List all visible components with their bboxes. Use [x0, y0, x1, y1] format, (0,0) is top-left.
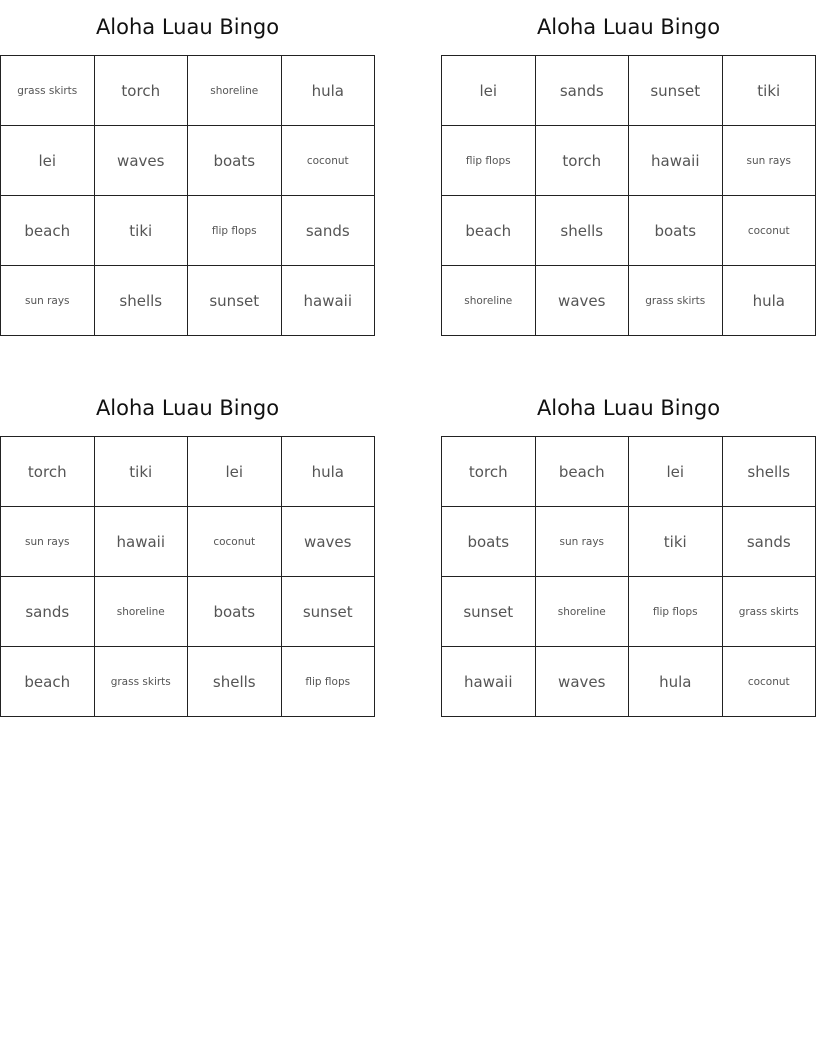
bingo-cell: sun rays [1, 266, 95, 336]
bingo-grid [0, 436, 375, 717]
bingo-cell: waves [536, 266, 630, 336]
bingo-cell: boats [188, 126, 282, 196]
bingo-cell: tiki [95, 196, 189, 266]
bingo-cell: waves [282, 507, 376, 577]
bingo-cell: shoreline [95, 577, 189, 647]
bingo-cell: shells [188, 647, 282, 717]
bingo-cell: waves [536, 647, 630, 717]
bingo-cell: flip flops [188, 196, 282, 266]
bingo-cell: beach [1, 196, 95, 266]
bingo-cell: grass skirts [629, 266, 723, 336]
bingo-cell: sun rays [536, 507, 630, 577]
bingo-cell: shoreline [536, 577, 630, 647]
bingo-card-2 [441, 0, 816, 336]
bingo-cell: torch [95, 56, 189, 126]
bingo-cell: shoreline [188, 56, 282, 126]
bingo-cell: sunset [629, 56, 723, 126]
bingo-cell: hawaii [95, 507, 189, 577]
bingo-cell: grass skirts [95, 647, 189, 717]
bingo-grid [441, 55, 816, 336]
bingo-cell: sun rays [1, 507, 95, 577]
bingo-cell: sunset [442, 577, 536, 647]
bingo-cell: hawaii [282, 266, 376, 336]
bingo-grid [441, 436, 816, 717]
bingo-cell: shells [536, 196, 630, 266]
card-title: Aloha Luau Bingo [536, 15, 721, 39]
bingo-cell: sands [1, 577, 95, 647]
bingo-cell: sands [723, 507, 816, 577]
bingo-cell: shoreline [442, 266, 536, 336]
bingo-card-4 [441, 381, 816, 717]
card-title: Aloha Luau Bingo [95, 15, 280, 39]
bingo-cell: coconut [723, 196, 816, 266]
bingo-cell: lei [188, 437, 282, 507]
bingo-cell: flip flops [282, 647, 376, 717]
bingo-cell: boats [629, 196, 723, 266]
bingo-cell: flip flops [442, 126, 536, 196]
bingo-cell: sun rays [723, 126, 816, 196]
bingo-cell: coconut [723, 647, 816, 717]
card-title: Aloha Luau Bingo [95, 396, 280, 420]
bingo-cell: shells [723, 437, 816, 507]
bingo-cell: tiki [723, 56, 816, 126]
bingo-card-1 [0, 0, 375, 336]
bingo-cell: lei [629, 437, 723, 507]
bingo-cell: hawaii [629, 126, 723, 196]
bingo-cell: waves [95, 126, 189, 196]
card-title: Aloha Luau Bingo [536, 396, 721, 420]
bingo-cell: hula [282, 437, 376, 507]
bingo-cell: lei [442, 56, 536, 126]
bingo-cell: tiki [95, 437, 189, 507]
bingo-cell: beach [442, 196, 536, 266]
bingo-cell: beach [536, 437, 630, 507]
bingo-cell: boats [188, 577, 282, 647]
bingo-cell: hula [629, 647, 723, 717]
bingo-cell: flip flops [629, 577, 723, 647]
bingo-cell: hula [282, 56, 376, 126]
bingo-cell: sands [282, 196, 376, 266]
bingo-cell: coconut [188, 507, 282, 577]
bingo-cell: lei [1, 126, 95, 196]
bingo-grid [0, 55, 375, 336]
bingo-cell: coconut [282, 126, 376, 196]
bingo-card-3 [0, 381, 375, 717]
bingo-cell: tiki [629, 507, 723, 577]
bingo-cell: torch [1, 437, 95, 507]
bingo-cell: grass skirts [723, 577, 816, 647]
bingo-cell: torch [536, 126, 630, 196]
bingo-cell: beach [1, 647, 95, 717]
bingo-cell: sunset [282, 577, 376, 647]
bingo-cell: sands [536, 56, 630, 126]
bingo-cell: hawaii [442, 647, 536, 717]
bingo-cell: shells [95, 266, 189, 336]
bingo-cell: sunset [188, 266, 282, 336]
bingo-cell: grass skirts [1, 56, 95, 126]
bingo-cell: hula [723, 266, 816, 336]
bingo-cell: boats [442, 507, 536, 577]
bingo-cell: torch [442, 437, 536, 507]
